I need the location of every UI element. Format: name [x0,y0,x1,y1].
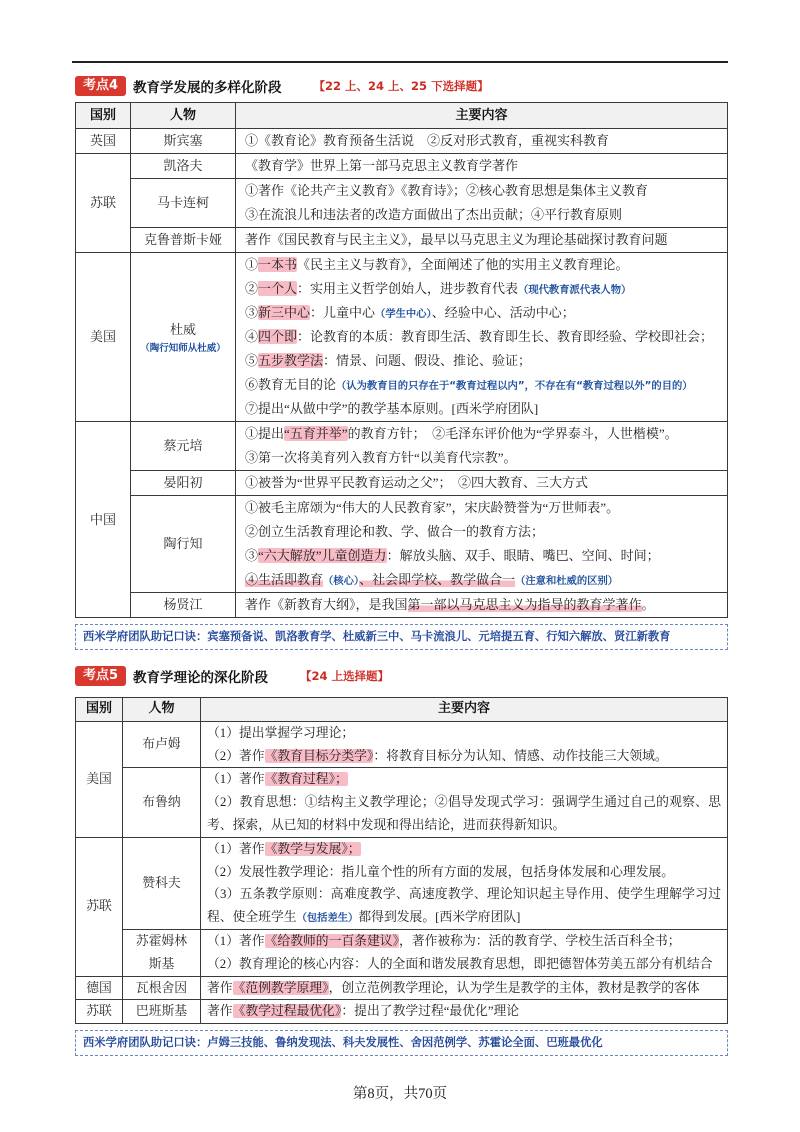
highlighted-phrase: 《教学与发展》； [264,841,361,856]
content-line [207,838,721,861]
content-line [245,397,721,421]
highlighted-phrase: 《教学过程最优化》 [232,1004,342,1019]
content-cell [201,929,728,976]
country-cell: 英国 [76,129,131,154]
person-cell [123,837,201,929]
content-line [245,373,721,397]
column-header-content: 主要内容 [201,698,728,722]
text-segment: ：实用主义哲学创始人，进步教育代表 [297,281,519,296]
content-line [207,745,721,768]
person-name: 巴班斯基 [135,1004,188,1019]
content-line [245,496,721,520]
content-line [245,422,721,446]
content-cell [201,976,728,1000]
content-cell [236,593,728,618]
page-content [75,75,728,1056]
content-cell [236,228,728,253]
highlighted-phrase: 新三中心 [258,305,311,320]
content-line [245,203,721,227]
table-row [76,976,728,1000]
country-cell: 苏联 [76,1000,123,1024]
person-cell [131,179,236,228]
text-segment: （2）教育思想：①结构主义教学理论；②倡导发现式学习：强调学生通过自己的观察、思考、探索，从已知的材料中发现和得出结论，进而获得新知识。 [207,795,721,832]
table-body [76,721,728,1023]
underlined-phrase: ④生活即教育 [245,572,324,587]
person-cell [131,593,236,618]
content-line [245,593,721,617]
table-body [76,129,728,618]
content-line [207,722,721,745]
table-header-row [76,698,728,722]
content-line [207,791,721,837]
text-segment: 《教育学》世界上第一部马克思主义教育学著作 [245,158,519,173]
text-segment: ①著作《论共产主义教育》《教育诗》；②核心教育思想是集体主义教育 [245,183,649,198]
text-segment: ③第一次将美育列入教育方针“以美育代宗教”。 [245,450,517,465]
country-cell: 美国 [76,721,123,837]
text-segment: ：提出了教学过程“最优化”理论 [341,1004,520,1019]
header-rule [72,61,728,63]
person-name: 苏霍姆林斯基 [135,933,188,971]
person-name: 凯洛夫 [163,158,203,173]
content-cell [201,768,728,837]
text-segment: ② [245,281,259,296]
table-row [76,1000,728,1024]
table-row [76,496,728,593]
country-cell: 苏联 [76,154,131,253]
content-line [245,325,721,349]
annotation-note: （认为教育目的只存在于“教育过程以内”，不存在有“教育过程以外”的目的） [336,380,693,392]
table-row [76,593,728,618]
content-line [245,520,721,544]
person-cell [131,496,236,593]
column-header-country: 国别 [76,103,131,129]
text-segment: ①被毛主席颂为“伟大的人民教育家”，宋庆龄赞誉为“万世师表”。 [245,500,620,515]
highlighted-phrase: 四个即 [258,329,298,344]
content-line [207,861,721,884]
person-name: 杨贤江 [163,597,203,612]
content-cell [201,1000,728,1024]
topic-table [75,102,728,618]
page-number: 第8页，共70页 [352,1086,448,1102]
content-line [245,277,721,301]
highlighted-phrase: 《教育过程》； [264,772,348,787]
person-cell [131,422,236,471]
person-name: 克鲁普斯卡娅 [143,232,222,247]
content-line [245,568,721,592]
column-header-country: 国别 [76,698,123,722]
person-cell [123,768,201,837]
table-head [76,103,728,129]
table-row [76,179,728,228]
text-segment: ，著作被称为：活的教育学、学校生活百科全书； [398,933,681,948]
section-title: 教育学理论的深化阶段 [133,670,269,686]
text-segment: ：解放头脑、双手、眼睛、嘴巴、空间、时间； [386,548,660,563]
text-segment: （3）五条教学原则：高难度教学、高速度教学、理论知识起主导作用、使学生理解学习过程、使全班学生 [207,887,721,925]
table-row [76,422,728,471]
content-line [245,301,721,325]
text-segment: ③ [245,305,259,320]
mnemonic-label: 西米学府团队助记口诀： [83,1036,208,1050]
column-header-content: 主要内容 [236,103,728,129]
table-row [76,154,728,179]
underlined-phrase: 、社会即学校、教学做合一 [359,572,516,587]
text-segment: ① [245,257,259,272]
person-name: 布鲁纳 [142,795,181,810]
content-cell [201,721,728,768]
text-segment: ①《教育论》教育预备生活说 ②反对形式教育，重视实科教育 [245,133,610,148]
content-line [245,544,721,568]
person-note: （陶行知师从杜威） [140,343,226,354]
section-header [75,665,728,687]
highlighted-phrase: 一本书 [258,257,298,272]
highlighted-phrase: “五育并举” [284,426,348,441]
person-cell [131,471,236,496]
person-cell [123,721,201,768]
content-cell [236,154,728,179]
person-name: 瓦根舍因 [135,980,188,995]
text-segment: 、经验中心、活动中心； [431,305,575,320]
table-row [76,721,728,768]
content-cell [236,471,728,496]
content-cell [236,129,728,154]
text-segment: （1）著作 [207,933,265,948]
annotation-note: （学生中心） [375,308,432,320]
text-segment: 都得到发展。[西米学府团队] [358,910,521,925]
content-line [207,1000,721,1023]
content-cell [236,496,728,593]
text-segment: 著作 [207,1004,233,1019]
country-cell: 中国 [76,422,131,618]
section-header [75,75,728,97]
topic-badge: 考点5 [75,666,126,686]
content-line [207,977,721,1000]
annotation-note: （核心） [323,575,360,587]
text-segment: 。 [641,597,655,612]
exam-tag: 【22 上、24 上、25 下选择题】 [313,79,489,93]
person-name: 陶行知 [163,536,203,551]
annotation-note: （注意和杜威的区别） [515,575,619,587]
table-row [76,471,728,496]
annotation-note: （现代教育派代表人物） [518,284,632,296]
underlined-phrase: 第一部以马克思主义为指导的教育学著作 [407,597,642,612]
text-segment: ④ [245,329,259,344]
text-segment: ①被誉为“世界平民教育运动之父”； ②四大教育、三大方式 [245,475,589,490]
content-line [207,953,721,976]
highlighted-phrase: 《教育目标分类学》 [264,748,374,763]
table-row [76,768,728,837]
content-cell [236,422,728,471]
content-cell [201,837,728,929]
mnemonic-text: 宾塞预备说、凯洛教育学、杜威新三中、马卡流浪儿、元培提五育、行知六解放、贤江新教育 [207,630,671,643]
content-line [245,154,721,178]
country-cell: 苏联 [76,837,123,976]
table-row [76,129,728,154]
text-segment: ③ [245,548,259,563]
content-line [245,471,721,495]
highlighted-phrase: “六大解放”儿童创造力 [258,548,387,563]
country-cell: 美国 [76,253,131,422]
content-line [245,446,721,470]
text-segment: ⑤ [245,353,259,368]
person-name: 斯宾塞 [163,133,203,148]
text-segment: ③在流浪儿和违法者的改造方面做出了杰出贡献；④平行教育原则 [245,207,623,222]
content-line [245,228,721,252]
text-segment: （1）著作 [207,841,265,856]
table-head [76,698,728,722]
mnemonic-box [75,624,728,650]
text-segment: （2）著作 [207,748,265,763]
table-row [76,837,728,929]
highlighted-phrase: 《给教师的一百条建议》 [264,933,399,948]
table-row [76,228,728,253]
person-cell [131,253,236,422]
person-name: 马卡连柯 [156,195,209,210]
text-segment: ①提出 [245,426,285,441]
text-segment: （2）教育理论的核心内容：人的全面和谐发展教育思想，即把德智体劳美五部分有机结合 [207,956,713,971]
highlighted-phrase: 《范例教学原理》 [232,980,329,995]
mnemonic-text: 卢姆三技能、鲁纳发现法、科夫发展性、舍因范例学、苏霍论全面、巴班最优化 [207,1036,603,1050]
topic-badge: 考点4 [75,76,126,96]
text-segment: ：将教育目标分为认知、情感、动作技能三大领域。 [373,748,668,763]
mnemonic-label: 西米学府团队助记口诀： [83,630,208,643]
content-line [245,253,721,277]
person-cell [123,1000,201,1024]
person-name: 杜威 [169,322,196,337]
person-name: 蔡元培 [163,438,203,453]
highlighted-phrase: 五步教学法 [258,353,324,368]
text-segment: 的教育方针； ②毛泽东评价他为“学界泰斗，人世楷模”。 [347,426,678,441]
country-cell: 德国 [76,976,123,1000]
mnemonic-box [75,1030,728,1056]
text-segment: ：论教育的本质：教育即生活、教育即生长、教育即经验、学校即社会； [297,329,714,344]
content-line [207,930,721,953]
section-title: 教育学发展的多样化阶段 [133,80,282,96]
person-cell [131,228,236,253]
person-cell [131,154,236,179]
text-segment: （1）著作 [207,772,265,787]
text-segment: 著作 [207,980,233,995]
table-row [76,253,728,422]
content-line [245,179,721,203]
text-segment: （1）提出掌握学习理论； [207,725,355,740]
table-row [76,929,728,976]
text-segment: ，创立范例教学理论，认为学生是教学的主体，教材是教学的客体 [328,980,700,995]
content-line [207,768,721,791]
topic-table [75,697,728,1024]
text-segment: ：儿童中心 [310,305,376,320]
text-segment: 《民主主义与教育》，全面阐述了他的实用主义教育理论。 [297,257,629,272]
highlighted-phrase: 一个人 [258,281,298,296]
person-cell [123,976,201,1000]
person-name: 晏阳初 [163,475,203,490]
annotation-note: （包括差生） [296,912,359,925]
content-cell [236,179,728,228]
column-header-person: 人物 [131,103,236,129]
text-segment: 著作《新教育大纲》，是我国 [245,597,408,612]
text-segment: ：情景、问题、假设、推论、验证； [323,353,532,368]
person-name: 布卢姆 [142,737,181,752]
text-segment: ⑥教育无目的论 [245,377,337,392]
table-header-row [76,103,728,129]
content-line [207,883,721,929]
column-header-person: 人物 [123,698,201,722]
text-segment: 著作《国民教育与民主主义》，最早以马克思主义为理论基础探讨教育问题 [245,232,668,247]
person-cell [123,929,201,976]
text-segment: ⑦提出“从做中学”的教学基本原则。[西米学府团队] [245,401,539,416]
person-name: 赞科夫 [142,875,181,890]
content-line [245,129,721,153]
text-segment: ②创立生活教育理论和教、学、做合一的教育方法； [245,524,545,539]
content-line [245,349,721,373]
person-cell [131,129,236,154]
exam-tag: 【24 上选择题】 [300,669,390,683]
content-cell [236,253,728,422]
text-segment: （2）发展性教学理论：指儿童个性的所有方面的发展，包括身体发展和心理发展。 [207,864,675,879]
